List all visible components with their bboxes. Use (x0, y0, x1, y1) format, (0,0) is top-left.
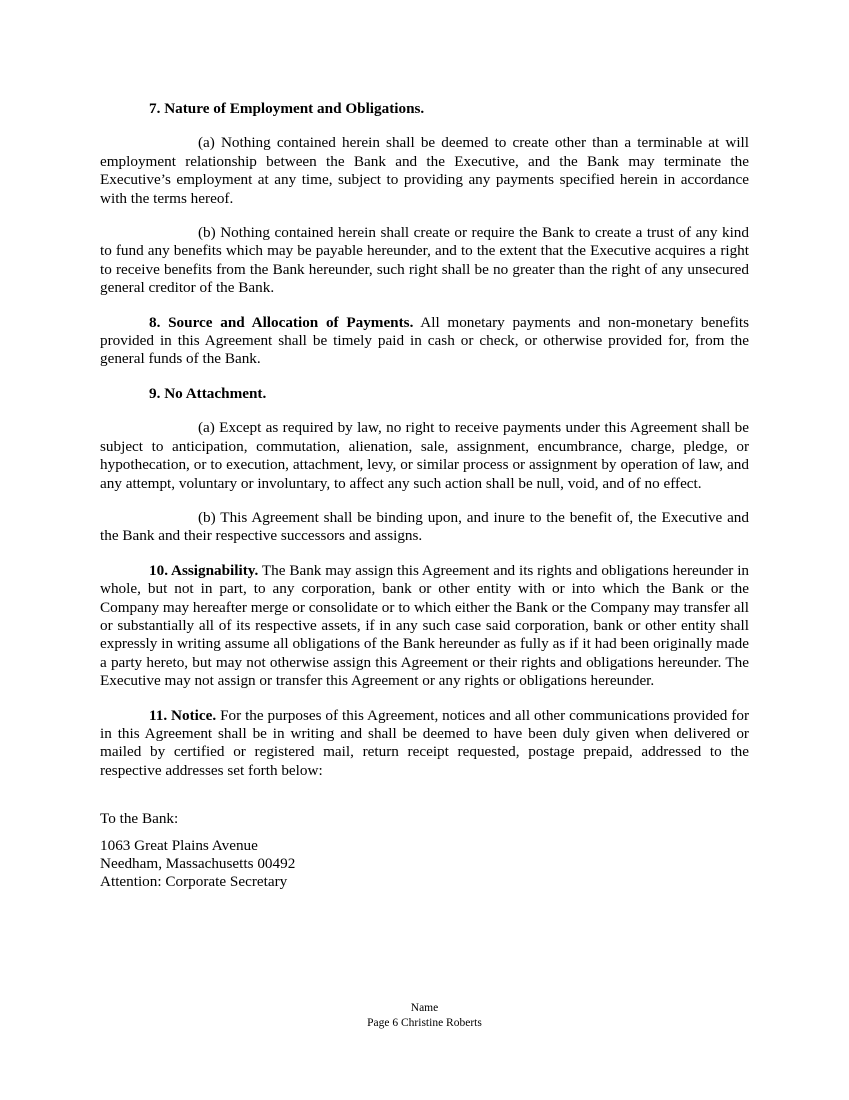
section-9-heading: 9. No Attachment. (149, 384, 267, 402)
section-8-heading: 8. Source and Allocation of Payments. (149, 313, 414, 331)
section-8-paragraph (100, 314, 749, 369)
document-page (100, 100, 749, 892)
bank-address-block (100, 810, 749, 892)
section-10-heading: 10. Assignability. (149, 561, 259, 579)
section-7b-paragraph: (b) Nothing contained herein shall create or require the Bank to create a trust of any kind to fund any benefits which may be payable hereunder, and to the extent that the Executive acquires a right to receive benefits from the Bank hereunder, such right shall be no greater than the right of any unsecured general creditor of the Bank. (100, 224, 749, 297)
address-line-3: Attention: Corporate Secretary (100, 873, 288, 891)
section-11-paragraph (100, 707, 749, 781)
section-10-paragraph (100, 562, 749, 691)
section-10-text: The Bank may assign this Agreement and its rights and obligations hereunder in whole, but not in part, to any corporation, bank or other entity with or into which the Bank or the Company may hereafter merge or consolidate or to which either the Bank or the Company may transfer all or substantially all of its respective assets, if in any such case said corporation, bank or other entity shall expressly in writing assume all obligations of the Bank hereunder as fully as if it had been originally made a party hereto, but may not otherwise assign this Agreement or their rights and obligations hereunder. The Executive may not assign or transfer this Agreement or any rights or obligations hereunder. (100, 561, 750, 690)
address-label: To the Bank: (100, 810, 179, 828)
section-7a-paragraph: (a) Nothing contained herein shall be deemed to create other than a terminable at will employment relationship between the Bank and the Executive, and the Bank may terminate the Executive’s employment at any time, subject to providing any payments specified herein in accordance with the terms hereof. (100, 134, 749, 207)
section-11-heading: 11. Notice. (149, 706, 217, 724)
footer-name: Name (410, 1002, 439, 1014)
section-7-heading: 7. Nature of Employment and Obligations. (149, 100, 425, 117)
section-9b-paragraph: (b) This Agreement shall be binding upon, and inure to the benefit of, the Executive and the Bank and their respective successors and assigns. (100, 508, 749, 545)
address-line-1: 1063 Great Plains Avenue (100, 836, 258, 854)
address-line-2: Needham, Massachusetts 00492 (100, 855, 296, 872)
footer-page-number: Page 6 Christine Roberts (367, 1017, 482, 1029)
section-8-text: All monetary payments and non-monetary benefits provided in this Agreement shall be timely paid in cash or check, or otherwise provided for, from the general funds of the Bank. (100, 313, 749, 368)
section-9a-paragraph: (a) Except as required by law, no right to receive payments under this Agreement shall be subject to anticipation, commutation, alienation, sale, assignment, encumbrance, charge, pledge, or hypothecation, or to execution, attachment, levy, or similar process or assignment by operation of law, and any attempt, voluntary or involuntary, to affect any such action shall be null, void, and of no effect. (100, 419, 749, 492)
page-footer (0, 1001, 849, 1031)
section-11-text: For the purposes of this Agreement, notices and all other communications provided for in this Agreement shall be in writing and shall be deemed to have been duly given when delivered or mailed by certified or registered mail, return receipt requested, postage prepaid, addressed to the respective addresses set forth below: (100, 706, 749, 779)
